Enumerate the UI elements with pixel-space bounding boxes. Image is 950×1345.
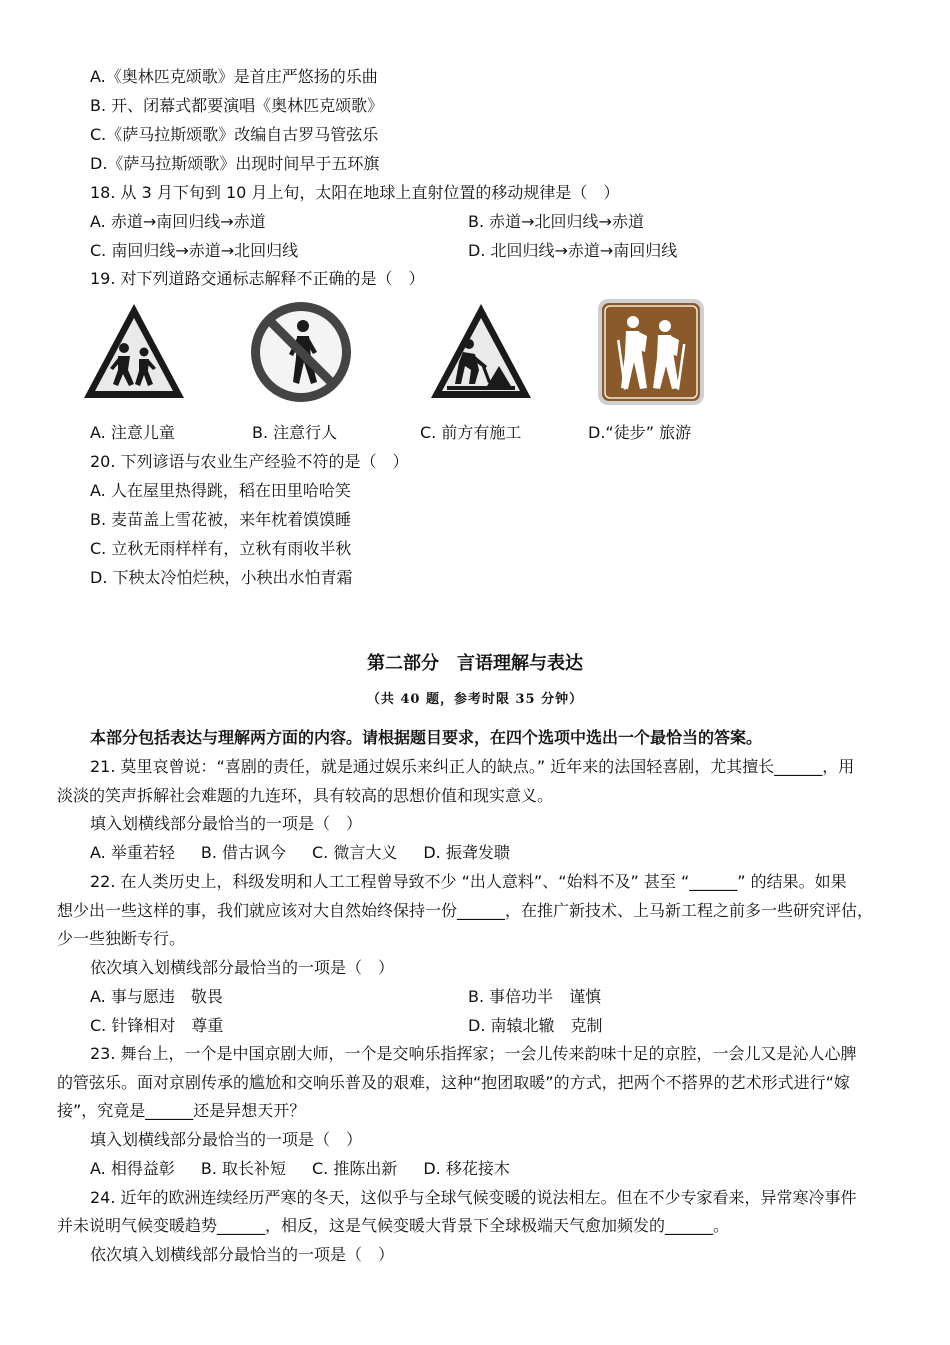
- q22-option-b: B. 事倍功半 谨慎: [468, 987, 602, 1006]
- q18-option-a: A. 赤道→南回归线→赤道: [90, 212, 266, 231]
- q22-prompt: 依次填入划横线部分最恰当的一项是（ ）: [90, 958, 395, 977]
- q22-option-a: A. 事与愿违 敬畏: [90, 987, 223, 1006]
- q21-option-c: C. 微言大义: [312, 843, 398, 862]
- q19-stem: 19. 对下列道路交通标志解释不正确的是（ ）: [90, 269, 425, 288]
- q22-line2: 想少出一些这样的事，我们就应该对大自然始终保持一份______，在推广新技术、上马新工程之前多一些研究评估，: [57, 901, 874, 920]
- q23-line2: 的管弦乐。面对京剧传承的尴尬和交响乐普及的艰难，这种“抱团取暖”的方式，把两个不搭界的艺术形式进行“嫁: [57, 1073, 850, 1092]
- q18-option-b: B. 赤道→北回归线→赤道: [468, 212, 644, 231]
- q19-option-d: D.“徒步” 旅游: [588, 423, 692, 442]
- q20-option-c: C. 立秋无雨样样有，立秋有雨收半秋: [90, 539, 352, 558]
- part2-subtitle: （共 40 题，参考时限 35 分钟）: [366, 692, 584, 707]
- part2-instruction: 本部分包括表达与理解两方面的内容。请根据题目要求，在四个选项中选出一个最恰当的答案。: [90, 728, 763, 747]
- q19-option-a: A. 注意儿童: [90, 423, 175, 442]
- q24-line1: 24. 近年的欧洲连续经历严寒的冬天，这似乎与全球气候变暖的说法相左。但在不少专家看来，异常寒冷事件: [90, 1188, 857, 1207]
- q23-options: [90, 1158, 536, 1180]
- q21-prompt: 填入划横线部分最恰当的一项是（ ）: [90, 814, 363, 833]
- q21-option-d: D. 振聋发聩: [423, 843, 510, 862]
- q20-option-b: B. 麦苗盖上雪花被，来年枕着馍馍睡: [90, 510, 352, 529]
- q21-line1: 21. 莫里哀曾说：“喜剧的责任，就是通过娱乐来纠正人的缺点。” 近年来的法国轻喜剧，尤其擅长______，用: [90, 757, 855, 776]
- road-work-sign-icon: [425, 296, 537, 408]
- q24-line2: 并未说明气候变暖趋势______，相反，这是气候变暖大背景下全球极端天气愈加频发的______。: [57, 1216, 730, 1235]
- q21-option-b: B. 借古讽今: [200, 843, 286, 862]
- q23-option-c: C. 推陈出新: [312, 1159, 398, 1178]
- q18-option-d: D. 北回归线→赤道→南回归线: [468, 241, 678, 260]
- q21-line2: 淡淡的笑声拆解社会难题的九连环，具有较高的思想价值和现实意义。: [57, 786, 554, 805]
- q23-option-d: D. 移花接木: [423, 1159, 510, 1178]
- q20-option-a: A. 人在屋里热得跳，稻在田里哈哈笑: [90, 481, 351, 500]
- no-pedestrians-sign-icon: [245, 296, 357, 408]
- part2-title: 第二部分 言语理解与表达: [367, 653, 583, 674]
- q18-option-c: C. 南回归线→赤道→北回归线: [90, 241, 299, 260]
- q20-option-d: D. 下秧太冷怕烂秧，小秧出水怕青霜: [90, 568, 353, 587]
- q22-option-d: D. 南辕北辙 克制: [468, 1016, 603, 1035]
- q20-stem: 20. 下列谚语与农业生产经验不符的是（ ）: [90, 452, 409, 471]
- q17-option-d: D.《萨马拉斯颂歌》出现时间早于五环旗: [90, 154, 380, 173]
- q18-stem: 18. 从 3 月下旬到 10 月上旬，太阳在地球上直射位置的移动规律是（ ）: [90, 183, 620, 202]
- q23-option-b: B. 取长补短: [200, 1159, 286, 1178]
- q23-line1: 23. 舞台上，一个是中国京剧大师，一个是交响乐指挥家；一会儿传来韵味十足的京腔，一会儿又是沁人心脾: [90, 1044, 857, 1063]
- q17-option-c: C.《萨马拉斯颂歌》改编自古罗马管弦乐: [90, 125, 379, 144]
- q22-option-c: C. 针锋相对 尊重: [90, 1016, 224, 1035]
- q23-prompt: 填入划横线部分最恰当的一项是（ ）: [90, 1130, 363, 1149]
- q23-option-a: A. 相得益彰: [90, 1159, 175, 1178]
- q19-option-c: C. 前方有施工: [420, 423, 522, 442]
- hiking-tourism-sign-icon: [595, 296, 707, 408]
- q22-line3: 少一些独断专行。: [57, 929, 186, 948]
- q24-prompt: 依次填入划横线部分最恰当的一项是（ ）: [90, 1245, 395, 1264]
- q22-line1: 22. 在人类历史上，科级发明和人工工程曾导致不少 “出人意料”、“始料不及” 甚至 “______” 的结果。如果: [90, 872, 847, 891]
- children-warning-sign-icon: [78, 296, 190, 408]
- q17-option-a: A.《奥林匹克颂歌》是首庄严悠扬的乐曲: [90, 67, 378, 86]
- q19-option-b: B. 注意行人: [252, 423, 338, 442]
- q21-options: [90, 842, 536, 864]
- q23-line3: 接”，究竟是______还是异想天开？: [57, 1101, 306, 1120]
- q21-option-a: A. 举重若轻: [90, 843, 175, 862]
- q17-option-b: B. 开、闭幕式都要演唱《奥林匹克颂歌》: [90, 96, 384, 115]
